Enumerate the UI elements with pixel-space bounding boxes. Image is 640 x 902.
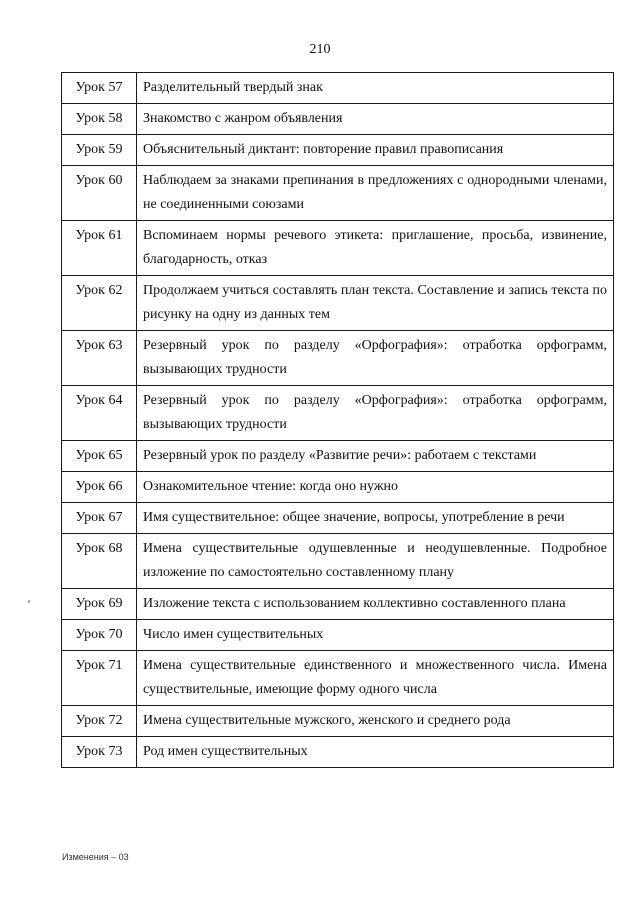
lesson-number: Урок 73 (62, 737, 137, 768)
lesson-number: Урок 67 (62, 503, 137, 534)
lesson-topic: Продолжаем учиться составлять план текста. Составление и запись текста по рисунку на одну из данных тем (137, 276, 614, 331)
lesson-topic: Вспоминаем нормы речевого этикета: приглашение, просьба, извинение, благодарность, отказ (137, 221, 614, 276)
table-row (62, 166, 614, 221)
lesson-topic: Резервный урок по разделу «Орфография»: отработка орфограмм, вызывающих трудности (137, 331, 614, 386)
lesson-number: Урок 70 (62, 620, 137, 651)
table-row (62, 589, 614, 620)
table-row (62, 135, 614, 166)
lesson-topic: Знакомство с жанром объявления (137, 104, 614, 135)
lesson-number: Урок 68 (62, 534, 137, 589)
lesson-topic: Род имен существительных (137, 737, 614, 768)
lesson-number: Урок 59 (62, 135, 137, 166)
lesson-number: Урок 57 (62, 73, 137, 104)
lesson-topic: Резервный урок по разделу «Орфография»: отработка орфограмм, вызывающих трудности (137, 386, 614, 441)
page-number: 210 (309, 42, 331, 57)
lesson-number: Урок 66 (62, 472, 137, 503)
lesson-number: Урок 71 (62, 651, 137, 706)
lesson-topic: Число имен существительных (137, 620, 614, 651)
table-row (62, 472, 614, 503)
lesson-number: Урок 64 (62, 386, 137, 441)
table-row (62, 706, 614, 737)
lesson-topic: Имя существительное: общее значение, вопросы, употребление в речи (137, 503, 614, 534)
table-row (62, 276, 614, 331)
table-row (62, 331, 614, 386)
lesson-topic: Имена существительные единственного и множественного числа. Имена существительные, имеющие форму одного числа (137, 651, 614, 706)
lesson-number: Урок 69 (62, 589, 137, 620)
lesson-number: Урок 60 (62, 166, 137, 221)
scan-speck (28, 600, 30, 603)
lesson-topic: Наблюдаем за знаками препинания в предложениях с однородными членами, не соединенными союзами (137, 166, 614, 221)
lesson-topic: Имена существительные мужского, женского и среднего рода (137, 706, 614, 737)
table-row (62, 651, 614, 706)
table-row (62, 620, 614, 651)
table-row (62, 221, 614, 276)
lesson-number: Урок 63 (62, 331, 137, 386)
lesson-topic: Имена существительные одушевленные и неодушевленные. Подробное изложение по самостоятельно составленному плану (137, 534, 614, 589)
table-row (62, 73, 614, 104)
lessons-table (61, 72, 614, 768)
table-row (62, 104, 614, 135)
lesson-topic: Разделительный твердый знак (137, 73, 614, 104)
table-row (62, 441, 614, 472)
lesson-number: Урок 58 (62, 104, 137, 135)
table-row (62, 737, 614, 768)
table-row (62, 503, 614, 534)
lesson-number: Урок 72 (62, 706, 137, 737)
lesson-topic: Объяснительный диктант: повторение правил правописания (137, 135, 614, 166)
footer-revision-note: Изменения – 03 (62, 852, 129, 862)
table-row (62, 534, 614, 589)
lesson-topic: Ознакомительное чтение: когда оно нужно (137, 472, 614, 503)
lesson-number: Урок 65 (62, 441, 137, 472)
table-row (62, 386, 614, 441)
lesson-topic: Резервный урок по разделу «Развитие речи»: работаем с текстами (137, 441, 614, 472)
lesson-number: Урок 61 (62, 221, 137, 276)
lesson-number: Урок 62 (62, 276, 137, 331)
lesson-topic: Изложение текста с использованием коллективно составленного плана (137, 589, 614, 620)
